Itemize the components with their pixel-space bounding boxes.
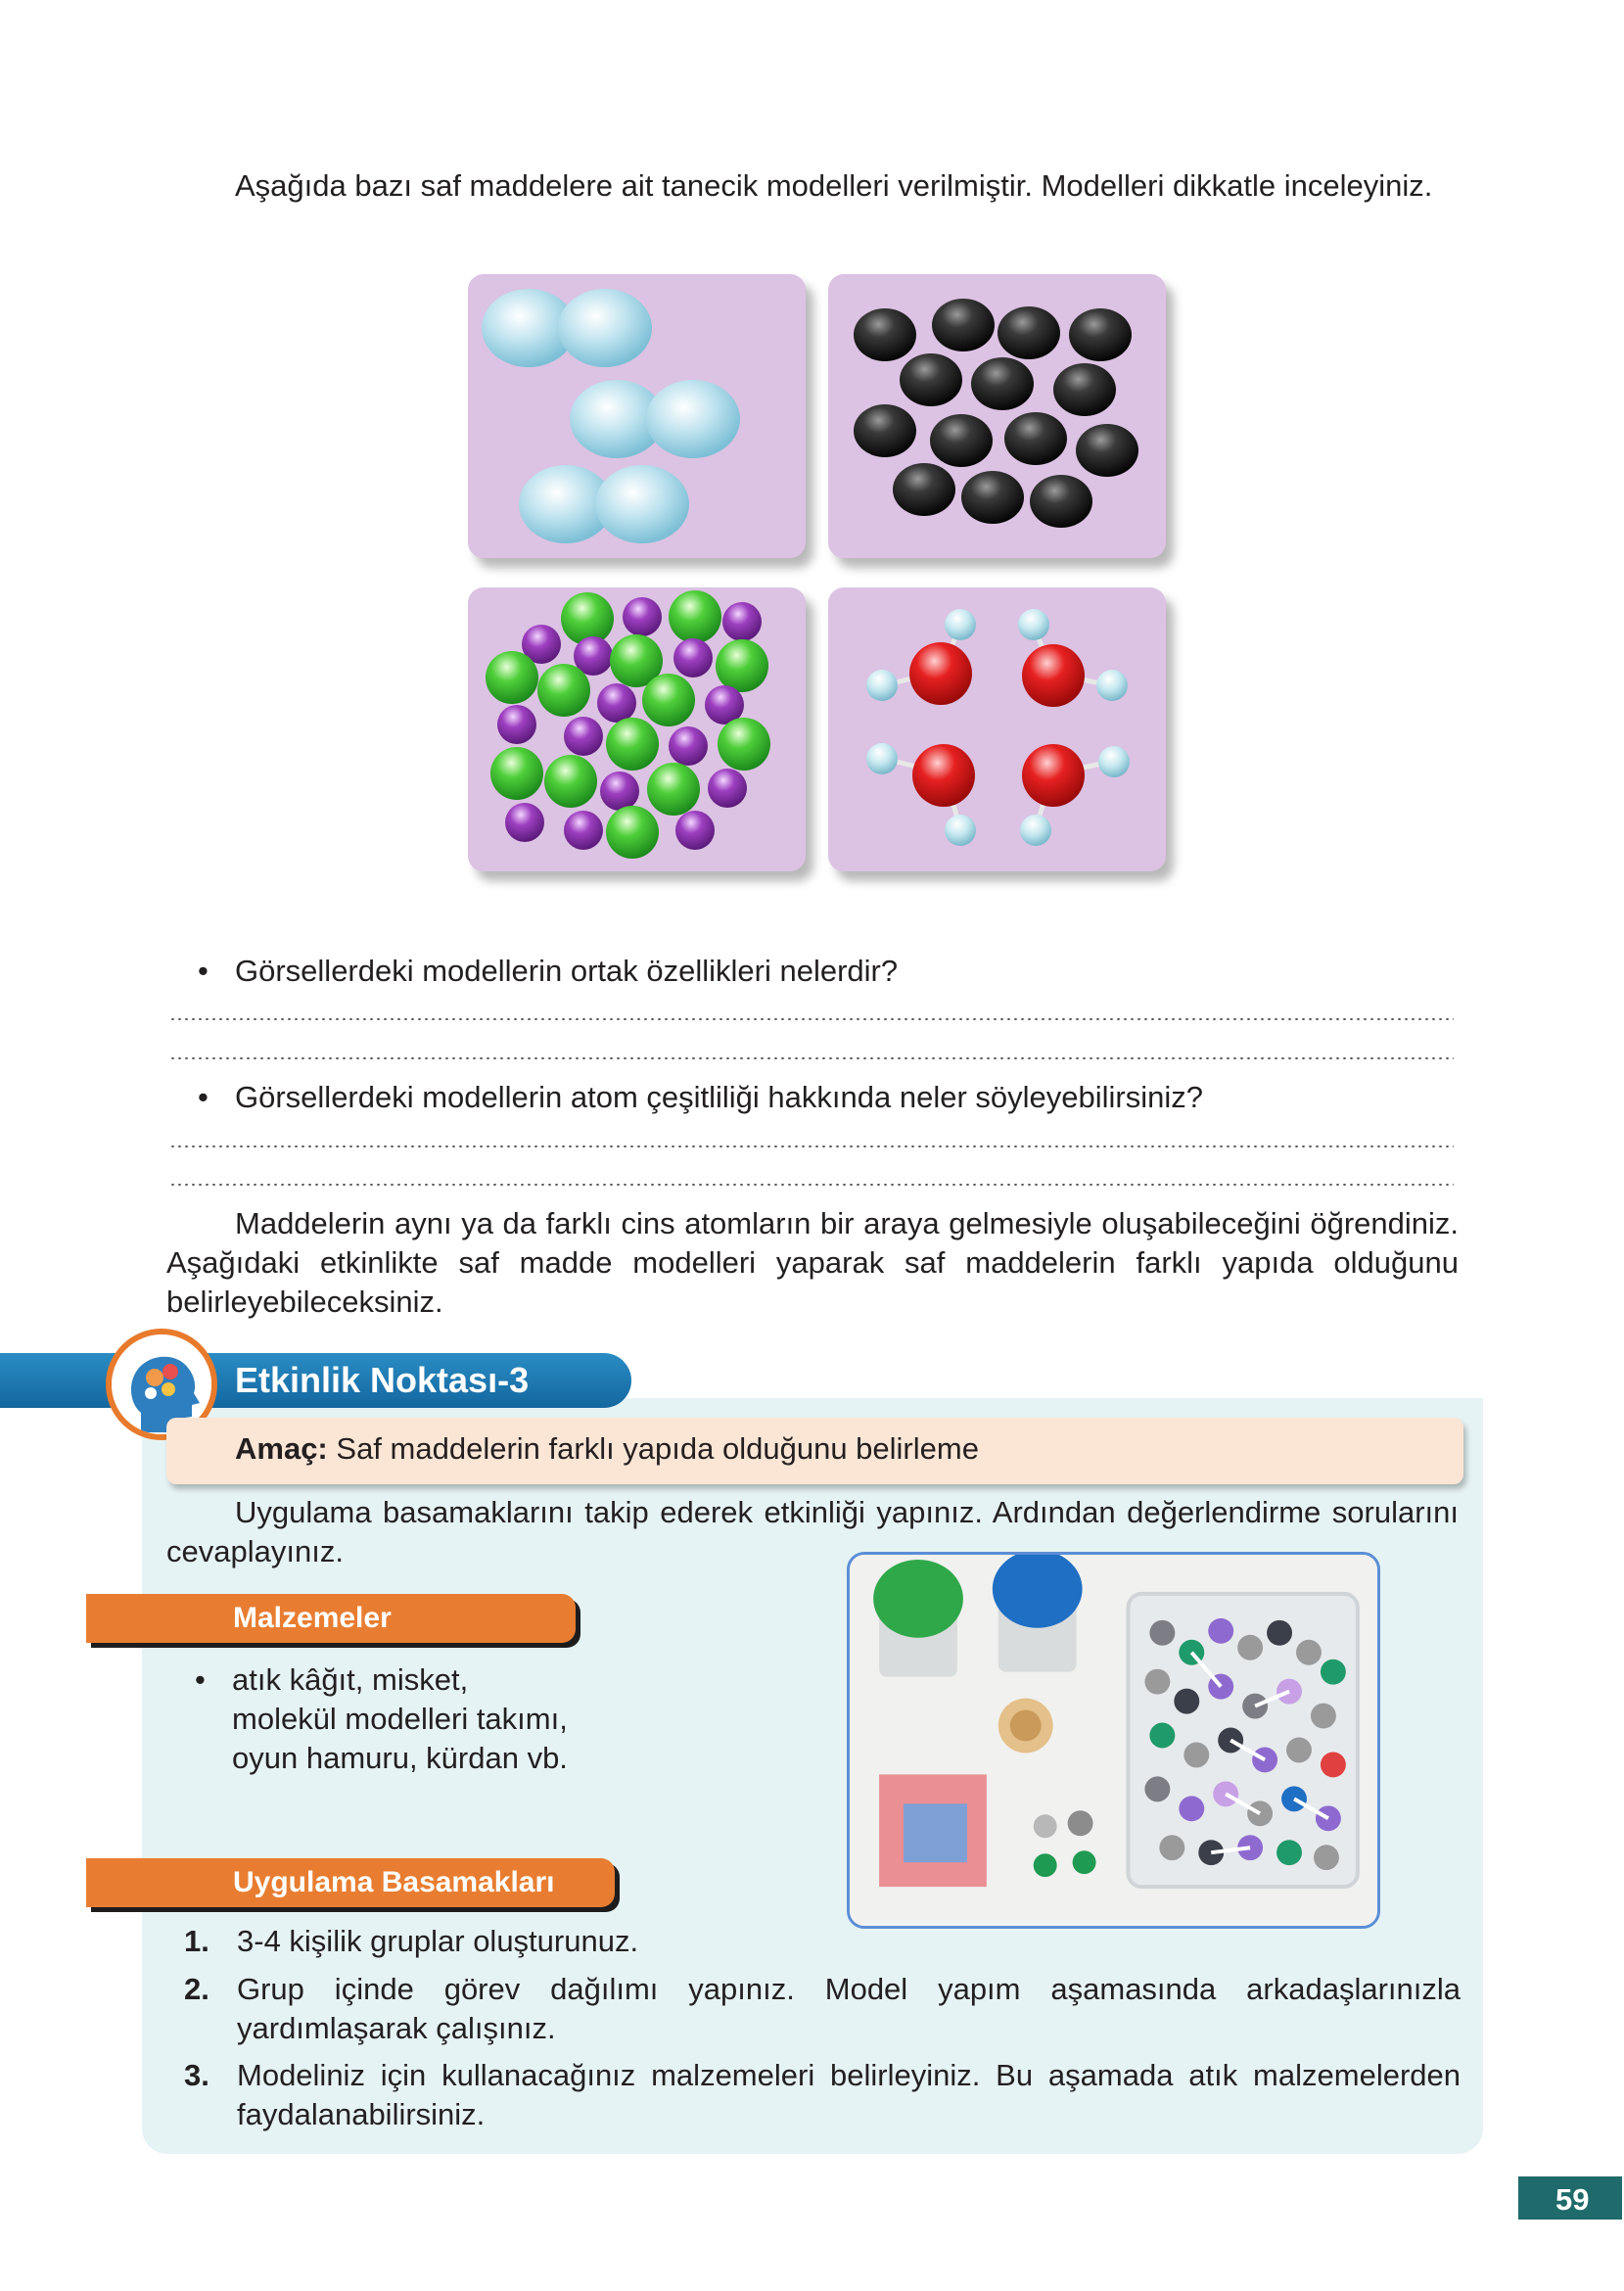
- aim-label: Amaç:: [235, 1431, 328, 1466]
- step-text: 3-4 kişilik gruplar oluşturunuz.: [237, 1924, 639, 1958]
- particle-models-figure: [460, 269, 1184, 876]
- materials-title: Malzemeler: [86, 1594, 576, 1643]
- body-paragraph: Maddelerin aynı ya da farklı cins atomların bir araya gelmesiyle oluşabileceğini öğrendiniz. Aşağıdaki etkinlikte saf madde modelleri yaparak saf maddelerin farklı yapıda olduğunu belirleyebileceksiniz.: [166, 1206, 1459, 1319]
- aim-text: Saf maddelerin farklı yapıda olduğunu belirleme: [336, 1431, 979, 1466]
- answer-line[interactable]: [169, 1146, 1454, 1147]
- activity-instruction: Uygulama basamaklarını takip ederek etkinliği yapınız. Ardından değerlendirme sorularını cevaplayınız.: [166, 1495, 1459, 1568]
- page-number: 59: [1518, 2176, 1622, 2220]
- intro-text: Aşağıda bazı saf maddelere ait tanecik modelleri verilmiştir. Modelleri dikkatle inceleyiniz.: [235, 168, 1433, 203]
- material-line: molekül modelleri takımı,: [232, 1702, 568, 1736]
- material-line: oyun hamuru, kürdan vb.: [232, 1741, 568, 1775]
- material-line: • atık kâğıt, misket,: [232, 1662, 469, 1697]
- model-tile-water-molecules: [828, 587, 1166, 871]
- answer-line[interactable]: [169, 1057, 1454, 1059]
- answer-line[interactable]: [169, 1018, 1454, 1020]
- activity-title: Etkinlik Noktası-3: [235, 1360, 530, 1400]
- step-number: 2.: [184, 1972, 209, 2006]
- step-number: 1.: [184, 1924, 209, 1958]
- steps-title: Uygulama Basamakları: [86, 1858, 615, 1907]
- question-common-features: • Görsellerdeki modellerin ortak özellikleri nelerdir?: [235, 954, 898, 989]
- model-tile-diatomic-molecules: [468, 274, 806, 558]
- step-text: Modeliniz için kullanacağınız malzemeleri belirleyiniz. Bu aşamada atık malzemelerden faydalanabilirsiniz.: [237, 2058, 1461, 2131]
- answer-line[interactable]: [169, 1184, 1454, 1186]
- step-number: 3.: [184, 2058, 209, 2092]
- activity-aim-box: [166, 1418, 1463, 1484]
- materials-list: [232, 1660, 568, 1778]
- step-text: Grup içinde görev dağılımı yapınız. Model yapım aşamasında arkadaşlarınızla yardımlaşarak çalışınız.: [237, 1972, 1461, 2045]
- materials-photo: [847, 1552, 1380, 1929]
- model-tile-ionic-lattice: [468, 587, 806, 871]
- model-tile-single-atoms: [828, 274, 1166, 558]
- question-atom-diversity: • Görsellerdeki modellerin atom çeşitliliği hakkında neler söyleyebilirsiniz?: [235, 1080, 1203, 1115]
